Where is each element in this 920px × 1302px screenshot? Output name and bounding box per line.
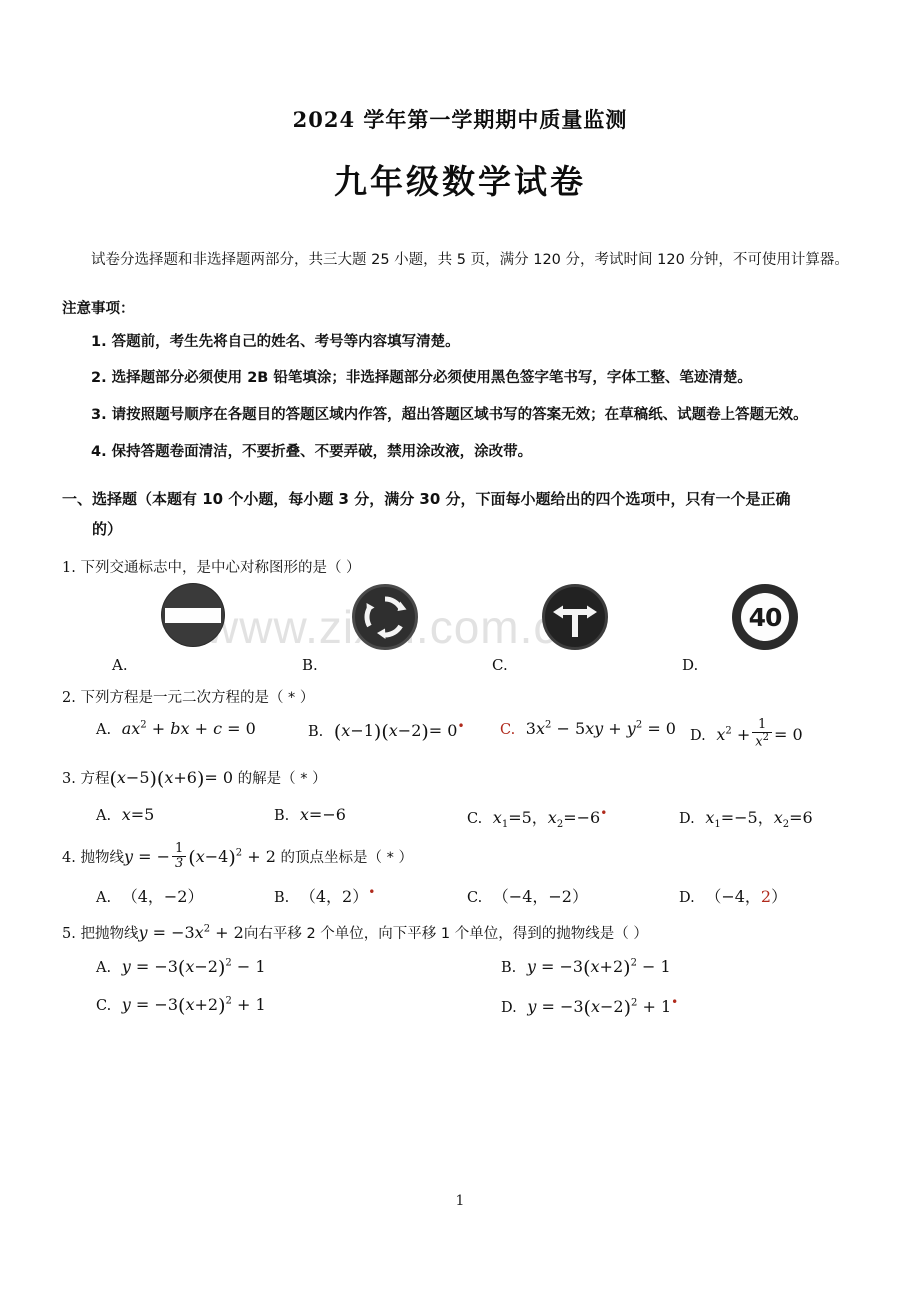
question-3-options	[62, 798, 858, 830]
paper-title: 九年级数学试卷	[334, 162, 586, 201]
option-d-expression: $x^2$ + $\frac{1}{x^2}$ = 0	[716, 717, 803, 750]
option-c-expression: $3x^2 - 5xy + y^2 = 0$	[525, 719, 676, 739]
question-4-number: 4.	[62, 850, 76, 867]
option-a-expression: x=5	[121, 804, 155, 824]
question-5-option-a[interactable]	[96, 957, 501, 979]
option-b-expression: x=−6	[299, 804, 346, 824]
question-5-stem-suffix: 向右平移 2 个单位，向下平移 1 个单位，得到的抛物线是（ ）	[243, 926, 648, 943]
paper-subtitle: 2024 学年第一学期期中质量监测	[292, 107, 628, 132]
roundabout-sign-icon	[352, 584, 418, 650]
question-4-stem-prefix: 抛物线	[80, 850, 124, 867]
page-number: 1	[455, 1193, 465, 1209]
option-label-d: D.	[690, 727, 706, 744]
option-label-d: D.	[679, 810, 695, 827]
option-d-expression: （−4，2）	[705, 887, 788, 907]
question-3-number: 3.	[62, 770, 76, 787]
question-2-stem: 下列方程是一元二次方程的是（ * ）	[80, 690, 315, 707]
question-5-number: 5.	[62, 926, 76, 943]
option-label-b: B.	[274, 807, 290, 824]
question-1	[62, 544, 858, 582]
option-label-d: D.	[682, 656, 699, 675]
notice-title: 注意事项：	[62, 300, 135, 317]
option-label-c: C.	[500, 722, 516, 739]
option-c-expression: $x_1=5$，$x_2=-6$	[492, 807, 601, 831]
question-3-expression: (x−5)(x+6)= 0	[109, 767, 234, 790]
option-label-d: D.	[501, 1000, 517, 1017]
notice-item-2: 2. 选择题部分必须使用 2B 铅笔填涂；非选择题部分必须使用黑色签字笔书写，字体工整、笔迹清楚。	[91, 370, 752, 387]
option-label-b: B.	[274, 890, 290, 907]
question-4-expression: y = − $\frac{1}{3}$ $(x-4)^2 + 2$	[123, 841, 276, 872]
question-3	[62, 751, 858, 798]
option-label-b: B.	[308, 724, 324, 741]
question-1-number: 1.	[62, 559, 76, 576]
option-a-expression: $ax^2$ + bx + c = 0	[121, 719, 256, 739]
option-b-expression: $y = -3(x+2)^2 - 1$	[526, 957, 671, 980]
question-4	[62, 830, 858, 877]
question-4-option-b[interactable]: B. （4，2）•	[274, 885, 376, 907]
question-5-option-c[interactable]	[96, 995, 501, 1019]
t-junction-sign-icon	[542, 584, 608, 650]
notice-item-1: 1. 答题前，考生先将自己的姓名、考号等内容填写清楚。	[91, 333, 460, 350]
notice-item-3: 3. 请按照题号顺序在各题目的答题区域内作答，超出答题区域书写的答案无效；在草稿纸、试题卷上答题无效。	[91, 407, 808, 424]
option-c-expression: （−4，−2）	[492, 887, 588, 907]
question-2-number: 2.	[62, 690, 76, 707]
question-2-options	[62, 712, 858, 750]
option-label-c: C.	[492, 656, 508, 675]
section-heading-choice	[62, 485, 858, 544]
question-4-option-c[interactable]	[467, 884, 679, 907]
question-1-option-a[interactable]	[112, 582, 272, 674]
option-label-a: A.	[96, 890, 112, 907]
option-label-a: A.	[112, 656, 128, 675]
question-4-option-a[interactable]	[96, 884, 274, 907]
question-1-option-c[interactable]	[492, 582, 652, 674]
question-5-options	[62, 948, 858, 1019]
option-label-c: C.	[96, 998, 112, 1015]
option-label-b: B.	[501, 960, 517, 977]
option-d-expression: $x_1=-5$，$x_2=6$	[705, 807, 813, 831]
question-4-options	[62, 877, 858, 907]
no-entry-sign-icon	[162, 584, 224, 646]
question-3-stem-suffix: 的解是（ * ）	[237, 770, 327, 787]
question-4-option-d[interactable]	[679, 884, 787, 907]
question-5-option-b[interactable]	[501, 957, 858, 979]
speed-limit-value: 40	[741, 593, 789, 641]
option-label-a: A.	[96, 807, 112, 824]
question-3-option-c[interactable]: C. $x_1=5$，$x_2=-6^•$	[467, 806, 608, 831]
option-a-expression: （4，−2）	[121, 887, 204, 907]
option-c-expression: $y = -3(x+2)^2 + 1$	[121, 995, 266, 1018]
speed-limit-40-sign-icon	[732, 584, 798, 650]
option-b-expression: (x−1)(x−2)= 0	[333, 721, 458, 744]
question-2-option-d[interactable]	[690, 719, 803, 750]
question-1-option-b[interactable]	[302, 582, 462, 674]
option-d-expression: $y = -3(x-2)^2 + 1$	[527, 997, 672, 1020]
question-5-expression: $y = -3x^2 + 2$	[138, 923, 244, 943]
question-5	[62, 907, 858, 948]
option-b-expression: （4，2）	[299, 887, 369, 907]
intro-paragraph: 试卷分选择题和非选择题两部分，共三大题 25 小题，共 5 页，满分 120 分，考试时间 120 分钟，不可使用计算器。	[91, 252, 849, 268]
question-3-option-d[interactable]	[679, 805, 813, 830]
question-2	[62, 674, 858, 712]
question-1-option-d[interactable]	[682, 582, 842, 674]
question-1-figures	[62, 582, 858, 674]
question-4-stem-suffix: 的顶点坐标是（ * ）	[280, 850, 413, 867]
option-label-a: A.	[96, 722, 112, 739]
question-3-stem-prefix: 方程	[80, 770, 110, 787]
notice-item-4: 4. 保持答题卷面清洁，不要折叠、不要弄破，禁用涂改液，涂改带。	[91, 444, 533, 461]
question-2-option-a[interactable]	[96, 719, 308, 750]
option-a-expression: $y = -3(x-2)^2 - 1$	[121, 957, 266, 980]
option-label-a: A.	[96, 960, 112, 977]
section-heading-text: 一、选择题（本题有 10 个小题，每小题 3 分，满分 30 分，下面每小题给出的四个选项中，只有一个是正确	[62, 490, 791, 509]
question-3-option-a[interactable]	[96, 805, 274, 830]
option-label-c: C.	[467, 810, 483, 827]
section-heading-continuation: 的）	[92, 519, 123, 538]
question-5-option-d[interactable]: D. $y = -3(x-2)^2 + 1^•$	[501, 995, 679, 1020]
question-1-stem: 下列交通标志中，是中心对称图形的是（ ）	[80, 559, 361, 576]
question-2-option-c[interactable]	[500, 719, 690, 750]
option-label-b: B.	[302, 656, 318, 675]
option-label-c: C.	[467, 890, 483, 907]
option-label-d: D.	[679, 890, 695, 907]
question-5-stem-prefix: 把抛物线	[80, 926, 139, 943]
question-2-option-b[interactable]: B. (x−1)(x−2)= 0•	[308, 719, 465, 744]
question-3-option-b[interactable]	[274, 805, 467, 830]
